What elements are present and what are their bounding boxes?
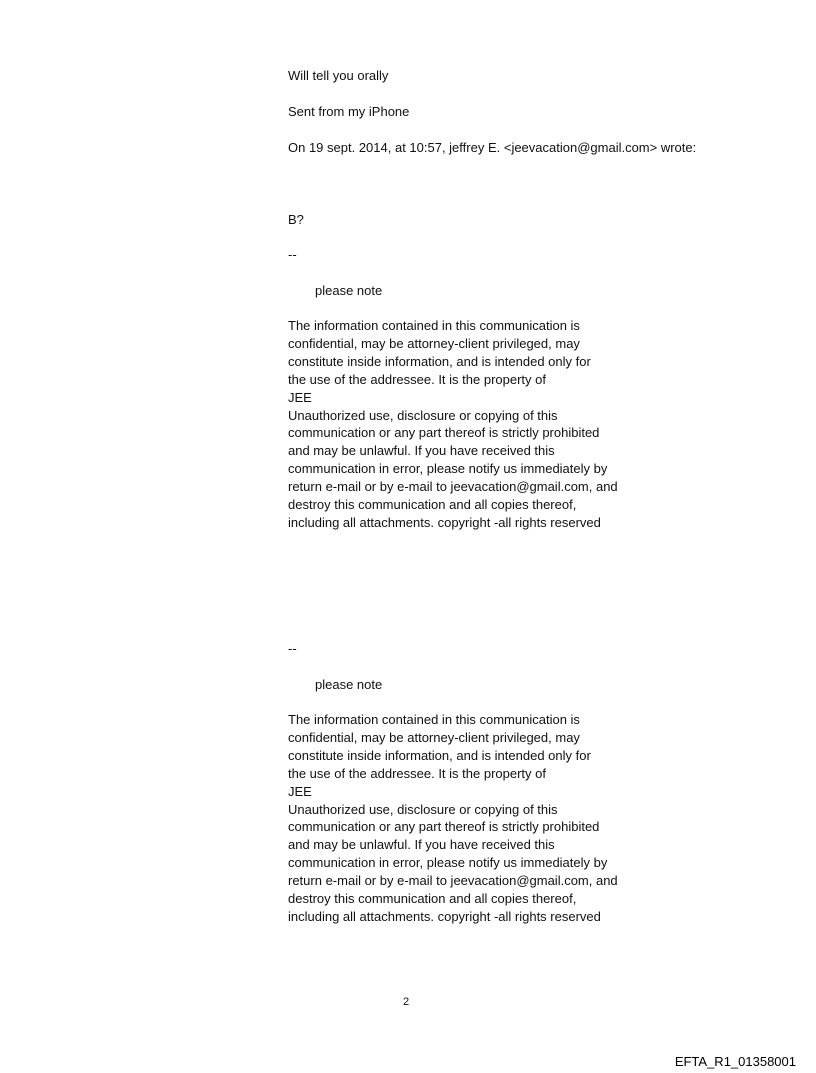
disclaimer-line: JEE [288, 783, 312, 799]
disclaimer-separator: -- [288, 641, 297, 656]
disclaimer-body [288, 317, 618, 532]
disclaimer-separator: -- [288, 247, 297, 262]
quoted-message: B? [288, 212, 304, 227]
disclaimer-line: the use of the addressee. It is the property of [288, 765, 546, 781]
disclaimer-line: constitute inside information, and is intended only for [288, 747, 591, 763]
disclaimer-line: destroy this communication and all copies thereof, [288, 497, 577, 513]
disclaimer-line: including all attachments. copyright -all rights reserved [288, 514, 601, 530]
disclaimer-line: confidential, may be attorney-client privileged, may [288, 729, 580, 745]
disclaimer-line: destroy this communication and all copies thereof, [288, 891, 577, 907]
document-id: EFTA_R1_01358001 [674, 1054, 796, 1069]
disclaimer-line: The information contained in this communication is [288, 712, 580, 727]
disclaimer-line: return e-mail or by e-mail to jeevacation@gmail.com, and [288, 873, 618, 889]
sent-from-signature: Sent from my iPhone [288, 104, 410, 119]
disclaimer-body [288, 711, 618, 926]
reply-body: Will tell you orally [288, 68, 389, 83]
disclaimer-line: Unauthorized use, disclosure or copying of this [288, 407, 558, 423]
disclaimer-line: JEE [288, 389, 312, 405]
disclaimer-line: communication in error, please notify us immediately by [288, 461, 608, 477]
disclaimer-line: confidential, may be attorney-client privileged, may [288, 335, 580, 351]
disclaimer-line: communication or any part thereof is strictly prohibited [288, 425, 600, 441]
disclaimer-line: and may be unlawful. If you have received this [288, 443, 555, 459]
disclaimer-line: including all attachments. copyright -all rights reserved [288, 908, 601, 924]
page-number: 2 [403, 996, 410, 1008]
disclaimer-line: constitute inside information, and is intended only for [288, 353, 591, 369]
disclaimer-heading: please note [315, 283, 383, 298]
quote-header: On 19 sept. 2014, at 10:57, jeffrey E. <jeevacation@gmail.com> wrote: [288, 140, 697, 155]
disclaimer-heading: please note [315, 677, 383, 692]
disclaimer-line: communication in error, please notify us immediately by [288, 855, 608, 871]
disclaimer-line: Unauthorized use, disclosure or copying of this [288, 801, 558, 817]
disclaimer-line: the use of the addressee. It is the property of [288, 371, 546, 387]
disclaimer-line: communication or any part thereof is strictly prohibited [288, 819, 600, 835]
disclaimer-line: and may be unlawful. If you have received this [288, 837, 555, 853]
disclaimer-line: The information contained in this communication is [288, 318, 580, 333]
disclaimer-line: return e-mail or by e-mail to jeevacation@gmail.com, and [288, 479, 618, 495]
